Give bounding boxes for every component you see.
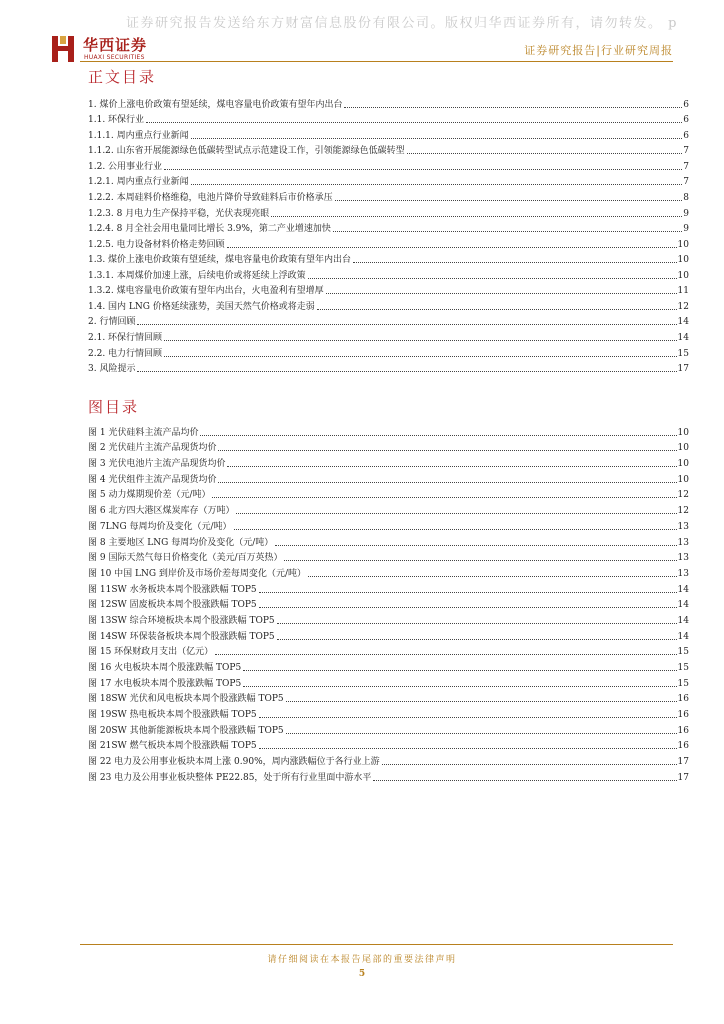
- dot-leader: [284, 560, 676, 561]
- figure-entry-page: 16: [677, 725, 689, 736]
- figure-entry-page: 15: [677, 663, 689, 673]
- dot-leader: [218, 482, 676, 483]
- figure-entry-title: 图 17 水电板块本周个股涨跌幅 TOP5: [88, 678, 242, 689]
- figure-entry-title: 图 6 北方四大港区煤炭库存（万吨）: [88, 506, 235, 517]
- figure-entry-page: 13: [677, 521, 689, 532]
- toc-entry-title: 1.1.1. 周内重点行业新闻: [88, 130, 189, 141]
- figure-entry-title: 图 19SW 热电板块本周个股涨跌幅 TOP5: [88, 710, 257, 721]
- figure-entry[interactable]: [88, 580, 689, 596]
- figure-entry[interactable]: [88, 470, 689, 486]
- figure-entry-title: 图 9 国际天然气每日价格变化（美元/百万英热）: [88, 553, 283, 564]
- figure-entry[interactable]: [88, 423, 689, 439]
- dot-leader: [227, 247, 677, 248]
- figure-entry[interactable]: [88, 501, 689, 517]
- dot-leader: [326, 293, 677, 294]
- toc-entry[interactable]: [88, 266, 689, 282]
- dot-leader: [227, 466, 676, 467]
- figure-entry-title: 图 16 火电板块本周个股涨跌幅 TOP5: [88, 663, 242, 673]
- dot-leader: [275, 545, 676, 546]
- dot-leader: [286, 733, 677, 734]
- toc-entry-title: 1.2.5. 电力设备材料价格走势回顾: [88, 239, 225, 250]
- figure-entry[interactable]: [88, 658, 689, 674]
- figure-entry-title: 图 5 动力煤期现价差（元/吨）: [88, 490, 211, 501]
- figure-entry-title: 图 13SW 综合环境板块本周个股涨跌幅 TOP5: [88, 615, 275, 626]
- figure-entry-title: 图 10 中国 LNG 到岸价及市场价差每周变化（元/吨）: [88, 568, 306, 579]
- toc-entry-page: 10: [677, 255, 689, 266]
- toc-entry-title: 1.2.2. 本周硅料价格维稳，电池片降价导致硅料后市价格承压: [88, 192, 333, 203]
- dot-leader: [137, 371, 676, 372]
- dot-leader: [234, 529, 677, 530]
- toc-entry-page: 9: [683, 208, 689, 219]
- figure-entry-page: 14: [677, 584, 689, 595]
- figure-entry-title: 图 20SW 其他新能源板块本周个股涨跌幅 TOP5: [88, 725, 284, 736]
- dot-leader: [164, 356, 677, 357]
- figure-entry-title: 图 2 光伏硅片主流产品现货均价: [88, 443, 217, 454]
- toc-title: 正文目录: [88, 68, 157, 86]
- toc-entry[interactable]: [88, 95, 689, 111]
- figure-entry-page: 10: [677, 427, 689, 438]
- toc-entry[interactable]: [88, 204, 689, 220]
- toc-entry[interactable]: [88, 251, 689, 267]
- figure-entry-page: 13: [677, 553, 689, 564]
- figure-entry[interactable]: [88, 533, 689, 549]
- toc-entry-page: 17: [677, 364, 689, 375]
- figure-entry-title: 图 21SW 燃气板块本周个股涨跌幅 TOP5: [88, 741, 257, 752]
- dot-leader: [164, 169, 682, 170]
- figure-entry-title: 图 15 环保财政月支出（亿元）: [88, 647, 214, 658]
- dot-leader: [191, 138, 683, 139]
- dot-leader: [308, 278, 677, 279]
- figure-entry[interactable]: [88, 737, 689, 753]
- toc-entry[interactable]: [88, 126, 689, 142]
- figure-entry-page: 14: [677, 631, 689, 642]
- figure-entry-page: 13: [677, 537, 689, 548]
- figure-entry[interactable]: [88, 674, 689, 690]
- dot-leader: [344, 107, 682, 108]
- dot-leader: [212, 497, 676, 498]
- toc-entry-page: 7: [683, 146, 689, 157]
- toc-entry-page: 8: [683, 192, 689, 203]
- page-number: 5: [358, 969, 366, 979]
- dot-leader: [215, 654, 676, 655]
- toc-entry-page: 12: [677, 301, 689, 312]
- dot-leader: [259, 592, 677, 593]
- figure-entry-page: 16: [677, 710, 689, 721]
- dot-leader: [317, 309, 677, 310]
- dot-leader: [335, 200, 683, 201]
- toc-entry-title: 1.2.4. 8 月全社会用电量同比增长 3.9%，第二产业增速加快: [88, 224, 331, 235]
- toc-entry-page: 14: [677, 333, 689, 343]
- figure-entry[interactable]: [88, 768, 689, 784]
- toc-entry-title: 1. 煤价上涨电价政策有望延续，煤电容量电价政策有望年内出台: [88, 99, 343, 110]
- toc-entry-title: 1.3. 煤价上涨电价政策有望延续，煤电容量电价政策有望年内出台: [88, 255, 352, 266]
- figure-entry[interactable]: [88, 721, 689, 737]
- toc-entry-page: 6: [683, 130, 689, 141]
- dot-leader: [146, 122, 682, 123]
- figure-entry-page: 10: [677, 459, 689, 470]
- dot-leader: [191, 184, 683, 185]
- toc-entry-title: 1.3.2. 煤电容量电价政策有望年内出台，火电盈利有望增厚: [88, 286, 324, 297]
- toc-entry-page: 11: [677, 286, 689, 297]
- toc-entry[interactable]: [88, 188, 689, 204]
- huaxi-logo-icon: [50, 34, 78, 64]
- figure-entry-title: 图 18SW 光伏和风电板块本周个股涨跌幅 TOP5: [88, 694, 284, 705]
- figure-entry[interactable]: [88, 611, 689, 627]
- dot-leader: [382, 764, 677, 765]
- dot-leader: [333, 231, 682, 232]
- report-type: 证券研究报告|行业研究周报: [524, 44, 673, 57]
- toc-entry[interactable]: [88, 235, 689, 251]
- toc-entry-title: 3. 风险提示: [88, 364, 136, 375]
- figure-entry-page: 16: [677, 741, 689, 752]
- figure-entry[interactable]: [88, 596, 689, 612]
- dot-leader: [200, 435, 676, 436]
- toc-entry[interactable]: [88, 282, 689, 298]
- dot-leader: [286, 701, 677, 702]
- toc-entry-page: 7: [683, 161, 689, 172]
- toc-entry[interactable]: [88, 328, 689, 344]
- figure-entry-page: 15: [677, 647, 689, 658]
- figure-entry[interactable]: [88, 643, 689, 659]
- toc-entry[interactable]: [88, 313, 689, 329]
- figure-entry[interactable]: [88, 517, 689, 533]
- toc-entry-page: 15: [677, 348, 689, 359]
- figure-entry-page: 17: [677, 772, 689, 783]
- figure-entry-title: 图 22 电力及公用事业板块本周上涨 0.90%，周内涨跌幅位于各行业上游: [88, 757, 380, 768]
- figure-entry-title: 图 14SW 环保装备板块本周个股涨跌幅 TOP5: [88, 631, 275, 642]
- figure-entry-page: 12: [677, 506, 689, 517]
- dot-leader: [277, 623, 677, 624]
- toc-entry-title: 2.2. 电力行情回顾: [88, 348, 163, 359]
- figure-entry-title: 图 8 主要地区 LNG 每周均价及变化（元/吨）: [88, 537, 274, 548]
- dot-leader: [259, 748, 677, 749]
- figure-entry-page: 10: [677, 443, 689, 454]
- toc-entry-page: 9: [683, 224, 689, 235]
- toc-entry[interactable]: [88, 220, 689, 236]
- figure-entry-page: 10: [677, 474, 689, 485]
- footer-divider: [80, 944, 673, 945]
- figure-entry[interactable]: [88, 627, 689, 643]
- toc-entry[interactable]: [88, 360, 689, 376]
- toc-entry[interactable]: [88, 344, 689, 360]
- figure-list-title: 图目录: [88, 398, 140, 416]
- dot-leader: [243, 670, 676, 671]
- legal-disclaimer: 请仔细阅读在本报告尾部的重要法律声明: [267, 955, 457, 965]
- dot-leader: [259, 717, 677, 718]
- toc-entry[interactable]: [88, 111, 689, 127]
- watermark-text: 证券研究报告发送给东方财富信息股份有限公司。版权归华西证券所有，请勿转发。 p: [126, 16, 678, 31]
- toc-entry-title: 2.1. 环保行情回顾: [88, 333, 163, 343]
- dot-leader: [137, 324, 676, 325]
- figure-entry-title: 图 1 光伏硅料主流产品均价: [88, 427, 199, 438]
- dot-leader: [164, 340, 677, 341]
- toc-entry-title: 1.2. 公用事业行业: [88, 161, 163, 172]
- toc-entry-title: 1.1.2. 山东省开展能源绿色低碳转型试点示范建设工作，引领能源绿色低碳转型: [88, 146, 405, 157]
- toc-entry-page: 6: [683, 99, 689, 110]
- toc-entry[interactable]: [88, 142, 689, 158]
- toc-entry[interactable]: [88, 157, 689, 173]
- toc-entry-title: 1.3.1. 本周煤价加速上涨，后续电价或将延续上浮政策: [88, 270, 306, 281]
- toc-entry-title: 1.4. 国内 LNG 价格延续涨势，美国天然气价格或将走弱: [88, 301, 315, 312]
- figure-entry-title: 图 7LNG 每周均价及变化（元/吨）: [88, 521, 232, 532]
- dot-leader: [218, 450, 676, 451]
- toc-entry-page: 7: [683, 177, 689, 188]
- figure-entry-page: 15: [677, 678, 689, 689]
- figure-entry-page: 17: [677, 757, 689, 768]
- figure-entry[interactable]: [88, 564, 689, 580]
- toc-entry-page: 10: [677, 270, 689, 281]
- dot-leader: [407, 153, 683, 154]
- figure-entry-title: 图 3 光伏电池片主流产品现货均价: [88, 459, 226, 470]
- logo-cn-text: 华西证券: [83, 36, 148, 54]
- figure-entry[interactable]: [88, 439, 689, 455]
- dot-leader: [236, 513, 676, 514]
- figure-list: [88, 423, 689, 784]
- figure-entry[interactable]: [88, 705, 689, 721]
- dot-leader: [259, 607, 677, 608]
- toc-entry-page: 6: [683, 115, 689, 126]
- figure-entry-page: 14: [677, 600, 689, 611]
- toc-entry-title: 1.2.1. 周内重点行业新闻: [88, 177, 189, 188]
- toc-entry[interactable]: [88, 173, 689, 189]
- toc-entry-title: 1.2.3. 8 月电力生产保持平稳，光伏表现亮眼: [88, 208, 270, 219]
- figure-entry-title: 图 11SW 水务板块本周个股涨跌幅 TOP5: [88, 584, 257, 595]
- figure-entry[interactable]: [88, 486, 689, 502]
- dot-leader: [308, 576, 677, 577]
- figure-entry-title: 图 12SW 固废板块本周个股涨跌幅 TOP5: [88, 600, 257, 611]
- toc-entry-page: 14: [677, 317, 689, 328]
- figure-entry[interactable]: [88, 549, 689, 565]
- figure-entry-page: 12: [677, 490, 689, 501]
- toc-entry-title: 1.1. 环保行业: [88, 115, 145, 126]
- figure-entry[interactable]: [88, 690, 689, 706]
- dot-leader: [271, 216, 682, 217]
- figure-entry-title: 图 23 电力及公用事业板块整体 PE22.85，处于所有行业里面中游水平: [88, 772, 372, 783]
- figure-entry-page: 14: [677, 615, 689, 626]
- figure-entry-title: 图 4 光伏组件主流产品现货均价: [88, 474, 217, 485]
- logo-en-text: HUAXI SECURITIES: [84, 54, 145, 61]
- dot-leader: [353, 262, 677, 263]
- toc-list: [88, 95, 689, 375]
- company-logo: [50, 32, 190, 68]
- toc-entry[interactable]: [88, 297, 689, 313]
- figure-entry-page: 13: [677, 568, 689, 579]
- figure-entry-page: 16: [677, 694, 689, 705]
- figure-entry[interactable]: [88, 752, 689, 768]
- dot-leader: [243, 686, 676, 687]
- dot-leader: [277, 639, 677, 640]
- dot-leader: [373, 780, 676, 781]
- figure-entry[interactable]: [88, 454, 689, 470]
- toc-entry-title: 2. 行情回顾: [88, 317, 136, 328]
- header-divider: [80, 61, 673, 62]
- toc-entry-page: 10: [677, 239, 689, 250]
